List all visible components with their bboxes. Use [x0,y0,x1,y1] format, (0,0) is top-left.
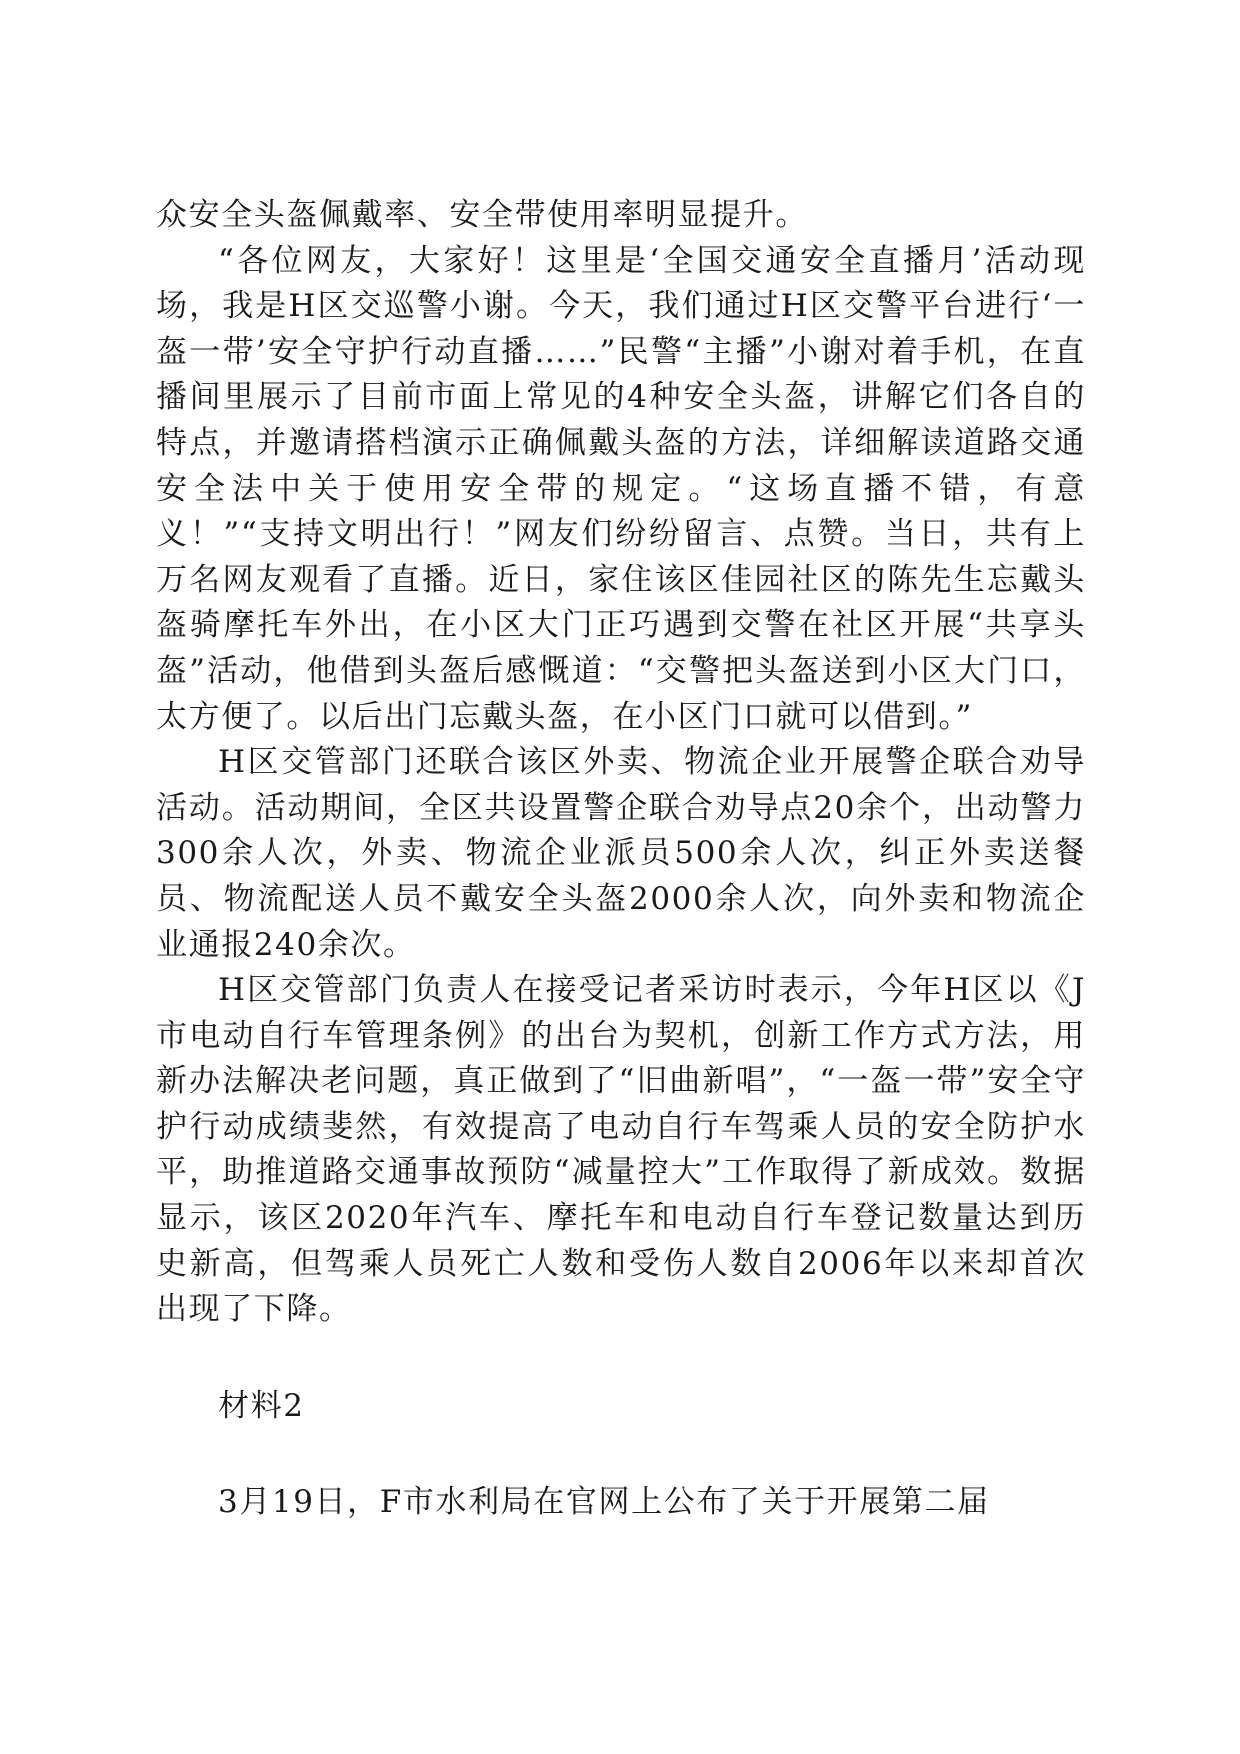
section-heading: 材料2 [218,1387,305,1424]
paragraph-1: 众安全头盔佩戴率、安全带使用率明显提升。 [156,197,808,233]
paragraph-3: H区交管部门还联合该区外卖、物流企业开展警企联合劝导活动。活动期间，全区共设置警企联合劝导点20余个，出动警力300余人次，外卖、物流企业派员500余人次，纠正外卖送餐员、物流配送人员不戴安全头盔2000余人次，向外卖和物流企业通报240余次。 [156,744,1086,963]
paragraph-2: “各位网友，大家好！这里是‘全国交通安全直播月’活动现场，我是H区交巡警小谢。今天，我们通过H区交警平台进行‘一盔一带’安全守护行动直播……”民警“主播”小谢对着手机，在直播间里展示了目前市面上常见的4种安全头盔，讲解它们各自的特点，并邀请搭档演示正确佩戴头盔的方法，详细解读道路交通安全法中关于使用安全带的规定。“这场直播不错，有意义！”“支持文明出行！”网友们纷纷留言、点赞。当日，共有上万名网友观看了直播。近日，家住该区佳园社区的陈先生忘戴头盔骑摩托车外出，在小区大门正巧遇到交警在社区开展“共享头盔”活动，他借到头盔后感慨道：“交警把头盔送到小区大门口，太方便了。以后出门忘戴头盔，在小区门口就可以借到。” [156,242,1086,735]
paragraph-4: H区交管部门负责人在接受记者采访时表示，今年H区以《J市电动自行车管理条例》的出台为契机，创新工作方式方法，用新办法解决老问题，真正做到了“旧曲新唱”，“一盔一带”安全守护行动成绩斐然，有效提高了电动自行车驾乘人员的安全防护水平，助推道路交通事故预防“减量控大”工作取得了新成效。数据显示，该区2020年汽车、摩托车和电动自行车登记数量达到历史新高，但驾乘人员死亡人数和受伤人数自2006年以来却首次出现了下降。 [156,972,1086,1328]
document-page [156,193,1086,1526]
section-paragraph: 3月19日，F市水利局在官网上公布了关于开展第二届 [218,1484,990,1521]
